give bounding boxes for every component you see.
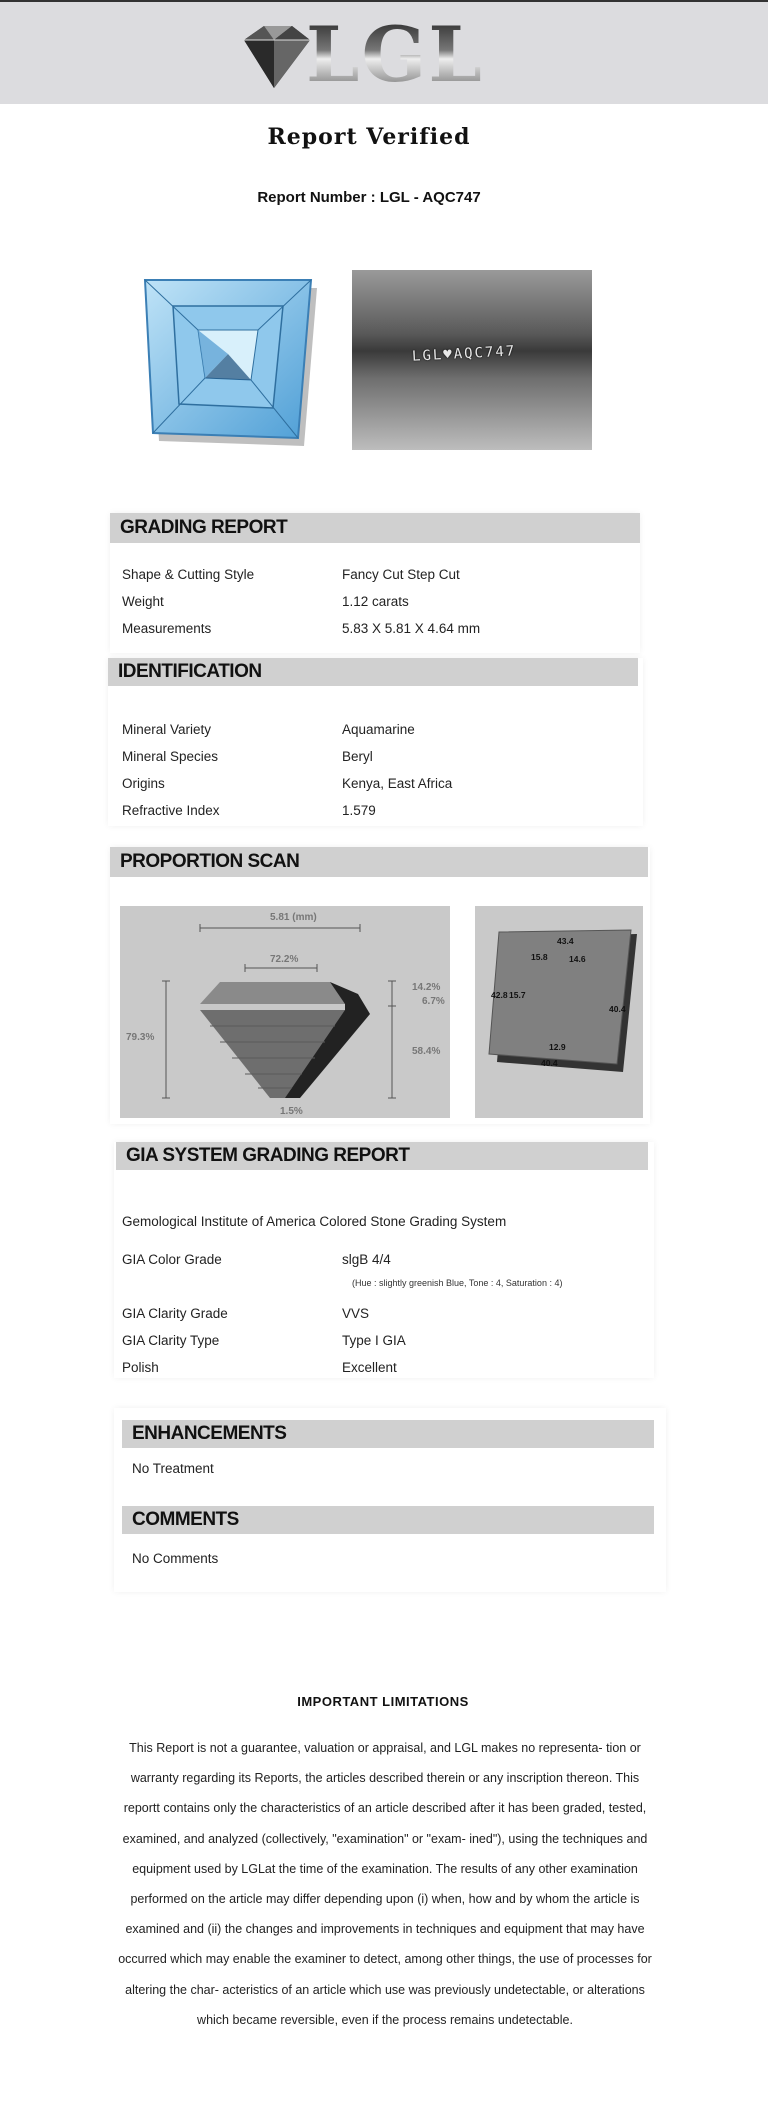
mineral-species-value: Beryl — [342, 749, 373, 764]
top-label-6: 40.4 — [609, 1004, 626, 1014]
comments-value: No Comments — [132, 1551, 219, 1566]
refractive-index-label: Refractive Index — [122, 803, 220, 818]
identification-heading: IDENTIFICATION — [108, 658, 638, 686]
top-label-4: 42.8 — [491, 990, 508, 1000]
gia-intro: Gemological Institute of America Colored Stone Grading System — [122, 1214, 507, 1229]
header-banner — [0, 0, 768, 104]
weight-label: Weight — [122, 594, 164, 609]
top-label-2: 15.8 — [531, 952, 548, 962]
gia-report-heading: GIA SYSTEM GRADING REPORT — [116, 1142, 648, 1170]
gemstone-photo — [133, 268, 323, 463]
mineral-variety-value: Aquamarine — [342, 722, 415, 737]
pavilion-percent-label: 58.4% — [412, 1046, 441, 1057]
gia-clarity-type-value: Type I GIA — [342, 1333, 406, 1348]
polish-label: Polish — [122, 1360, 159, 1375]
top-label-7: 12.9 — [549, 1042, 566, 1052]
polish-value: Excellent — [342, 1360, 397, 1375]
width-label: 5.81 (mm) — [270, 912, 317, 923]
refractive-index-value: 1.579 — [342, 803, 376, 818]
measurements-value: 5.83 X 5.81 X 4.64 mm — [342, 621, 481, 636]
mineral-variety-label: Mineral Variety — [122, 722, 212, 737]
mineral-species-label: Mineral Species — [122, 749, 219, 764]
gia-color-grade-label: GIA Color Grade — [122, 1252, 222, 1267]
logo-text: LGL — [306, 10, 484, 99]
gia-clarity-grade-value: VVS — [342, 1306, 370, 1321]
comments-heading: COMMENTS — [122, 1506, 654, 1534]
top-view-diagram — [475, 906, 643, 1118]
report-number: Report Number : LGL - AQC747 — [257, 189, 481, 206]
girdle-percent-label: 6.7% — [422, 996, 445, 1007]
enhancements-heading: ENHANCEMENTS — [122, 1420, 654, 1448]
side-profile-diagram — [120, 906, 450, 1118]
lgl-logo — [234, 10, 494, 99]
depth-percent-label: 79.3% — [126, 1032, 155, 1043]
limitations-text: This Report is not a guarantee, valuation or appraisal, and LGL makes no representa- tion or warranty regarding its Reports, the articles described therein or any inscription thereon. This reportt contains only the characteristics of an article described after it has been graded, tested, examined, and analyzed (collectively, "examination" or "exam- ined"), using the techniques and equipment used by LGLat the time of the examination. The results of any other examination performed on the article may differ depending upon (i) when, how and by whom the article is examined and (ii) the changes and improvements in techniques and equipment that may have occurred which may enable the examiner to detect, among other things, the use of processes for altering the char- acteristics of an article which use was previously undetectable, or alterations which became reversible, even if the process remains undetectable. — [118, 1741, 652, 2027]
culet-percent-label: 1.5% — [280, 1106, 303, 1117]
inscription-text: LGL♥AQC747 — [411, 343, 517, 365]
shape-label: Shape & Cutting Style — [122, 567, 255, 582]
gia-clarity-grade-label: GIA Clarity Grade — [122, 1306, 228, 1321]
shape-value: Fancy Cut Step Cut — [342, 567, 460, 582]
measurements-label: Measurements — [122, 621, 212, 636]
origins-value: Kenya, East Africa — [342, 776, 453, 791]
top-label-1: 43.4 — [557, 936, 574, 946]
gia-color-grade-value: slgB 4/4 — [342, 1252, 391, 1267]
limitations-heading: IMPORTANT LIMITATIONS — [297, 1694, 469, 1709]
page-title: Report Verified — [267, 124, 471, 150]
laser-inscription-photo — [352, 270, 592, 450]
proportion-scan-heading: PROPORTION SCAN — [110, 847, 648, 877]
top-label-5: 15.7 — [509, 990, 526, 1000]
gia-clarity-type-label: GIA Clarity Type — [122, 1333, 220, 1348]
top-label-8: 40.4 — [541, 1058, 558, 1068]
gia-color-grade-note: (Hue : slightly greenish Blue, Tone : 4, Saturation : 4) — [352, 1278, 563, 1288]
diamond-logo-icon — [234, 22, 312, 92]
top-label-3: 14.6 — [569, 954, 586, 964]
table-percent-label: 72.2% — [270, 954, 299, 965]
origins-label: Origins — [122, 776, 165, 791]
crown-percent-label: 14.2% — [412, 982, 441, 993]
grading-report-heading: GRADING REPORT — [110, 513, 640, 543]
enhancements-value: No Treatment — [132, 1461, 214, 1476]
weight-value: 1.12 carats — [342, 594, 409, 609]
